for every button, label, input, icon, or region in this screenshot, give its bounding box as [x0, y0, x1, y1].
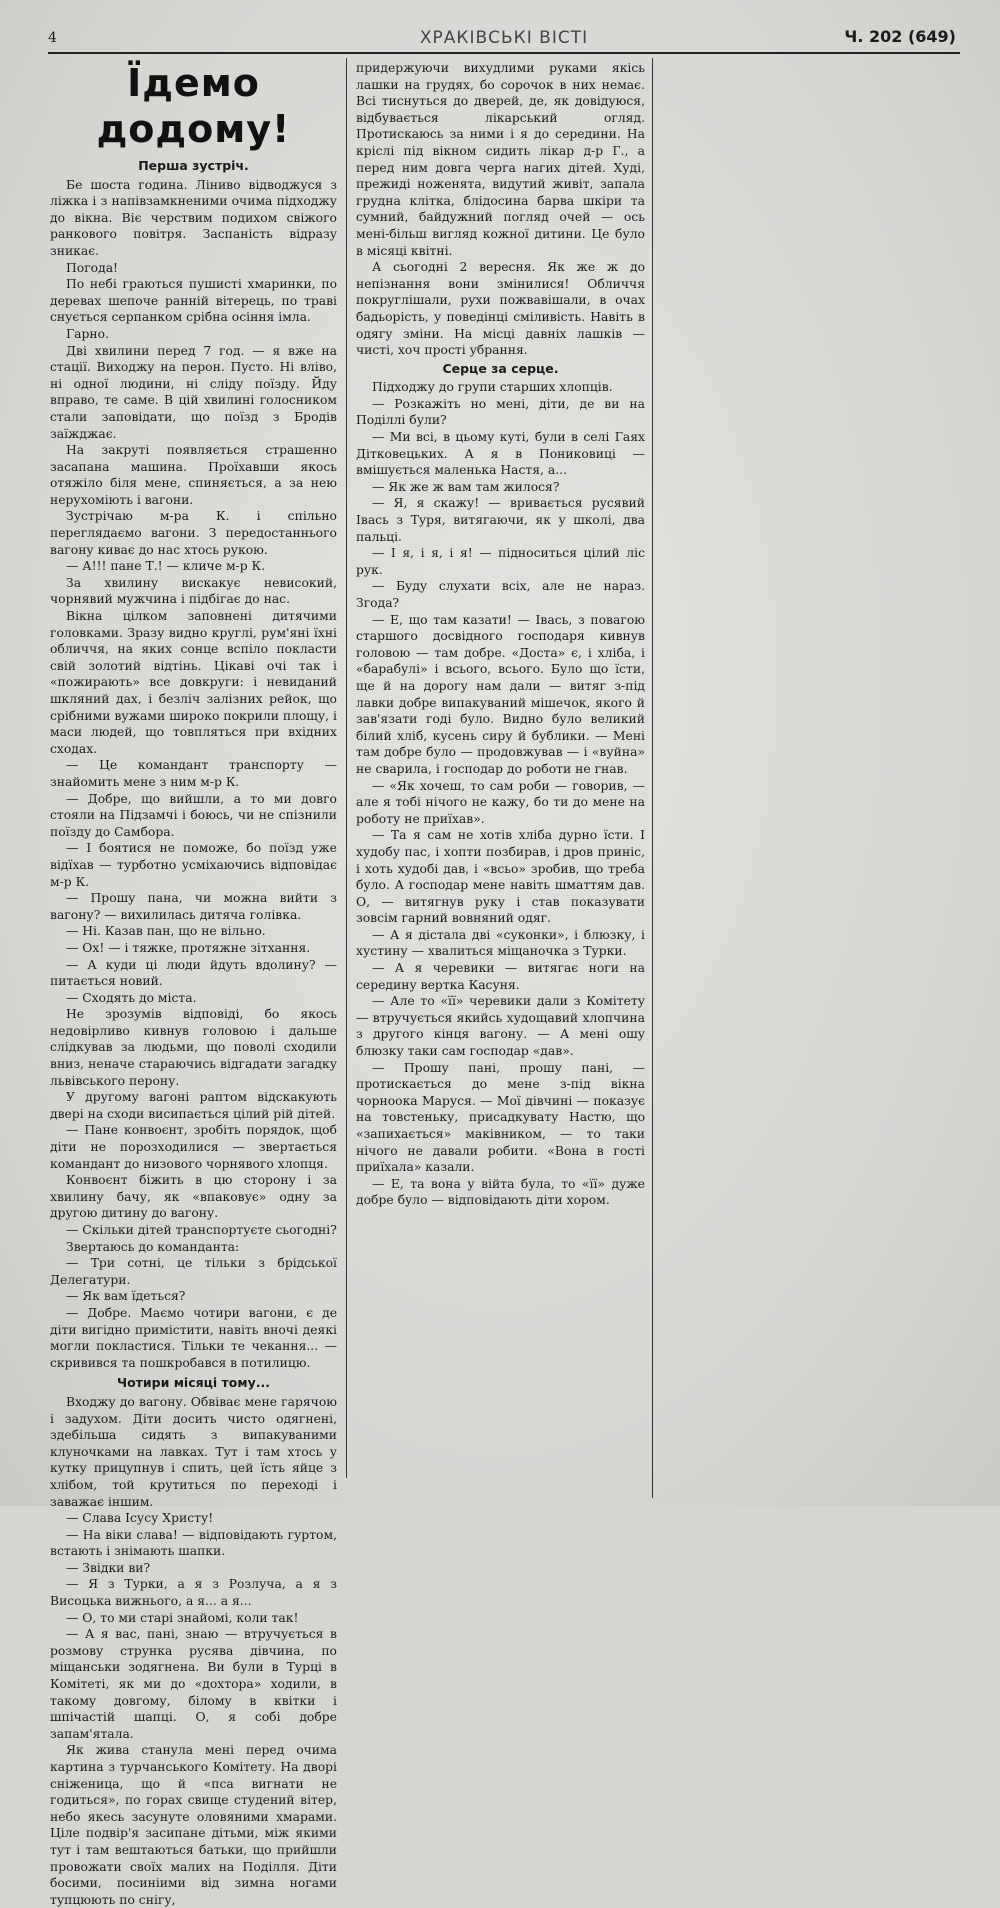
paragraph: — «Як хочеш, то сам роби — говорив, — але я тобі нічого не кажу, бо ти до мене на роботу не приїхав».: [356, 778, 645, 826]
paragraph: Конвоєнт біжить в цю сторону і за хвилину бачу, як «впаковує» одну за другою дитину до вагону.: [50, 1173, 337, 1221]
paragraph: — Як вам їдеться?: [66, 1289, 186, 1304]
paragraph: Підходжу до групи старших хлопців.: [372, 380, 613, 395]
paragraph: — На віки слава! — відповідають гуртом, встають і знімають шапки.: [50, 1527, 337, 1559]
paragraph: — Розкажіть но мені, діти, де ви на Поділлі були?: [356, 396, 645, 428]
issue-number: Ч. 202 (649): [844, 27, 956, 46]
paragraph: — Звідки ви?: [66, 1560, 151, 1575]
paragraph: — Я, я скажу! — вривається русявий Івась з Туря, витягаючи, як у школі, два пальці.: [356, 496, 645, 544]
paragraph: — А я вас, пані, знаю — втручується в розмову струнка русява дівчина, по міщанськи зодягнена. Ви були в Турці в Комітеті, як ми до «дохтора» ходили, в такому довгому, білому в квітки і шпічастій шапці. О, я собі добре запам'ятала.: [50, 1627, 337, 1741]
newspaper-header: [48, 22, 960, 54]
corner-mark: 4: [48, 30, 57, 46]
paragraph: придержуючи вихудлими руками якісь лашки на грудях, бо сорочок в них немає. Всі тиснуться до дверей, де, як довідуюся, відбувається лікарський огляд. Протискаюсь за ними і я до середини. На кріслі під вікном сидить лікар д-р Г., а перед ним довга черга нагих дітей. Худі, прежиді ноженята, видутий живіт, запала грудна клітка, блідосина барва шкіри та сумний, байдужний погляд очей — ось мені-більш вигляд кожної дитини. Це було в місяці квітні.: [356, 61, 645, 258]
column-divider: [652, 58, 653, 1498]
paragraph: — Як же ж вам там жилося?: [372, 479, 560, 494]
paragraph: За хвилину вискакує невисокий, чорнявий мужчина і підбігає до нас.: [50, 575, 337, 607]
paragraph: — Е, що там казати! — Івась, з повагою старшого досвідного господаря кивнув головою — там добре. «Доста» є, і хліба, і «барабулі» і всього, всього. Було що їсти, ще й на дорогу нам дали — витяг з-під лавки добре випакуваний мішечок, якого й зав'язати годі було. Видно було великий білий хліб, кусень сиру й бублики. — Мені там добре було — продовжував — і «вуйна» не сварила, і господар до роботи не гнав.: [356, 612, 645, 776]
paragraph: — Добре. Маємо чотири вагони, є де діти вигідно примістити, навіть вночі деякі могли покластися. Тільки те чекання... — скривився та пошкробався в потилицю.: [50, 1305, 337, 1370]
paragraph: — Пане конвоєнт, зробіть порядок, щоб діти не порозходилися — звертається командант до низового чорнявого хлопця.: [50, 1123, 337, 1171]
paragraph: Вікна цілком заповнені дитячими головками. Зразу видно круглі, рум'яні їхні обличчя, на яких сонце вспіло покласти свій золотий відтінь. Цікаві очі так і «пожирають» все довкруги: і невиданий шкляний дах, і безліч залізних рейок, що срібними вужами широко покрили площу, і маси людей, що товпляться при вхідних сходах.: [50, 609, 337, 756]
paragraph: Погода!: [66, 260, 119, 275]
column-2: [356, 60, 645, 1209]
paragraph: Звертаюсь до команданта:: [66, 1239, 240, 1254]
paragraph: Гарно.: [66, 326, 110, 341]
paragraph: — Ох! — і тяжке, протяжне зітхання.: [66, 940, 311, 955]
paragraph: Зустрічаю м-ра К. і спільно переглядаємо вагони. З передостаннього вагону киває до нас хтось рукою.: [50, 509, 337, 557]
section-heading: Серце за серце.: [442, 360, 559, 376]
paragraph: Бе шоста година. Ліниво відводжуся з ліжка і з напівзамкненими очима підходжу до вікна. Віє черствим подихом свіжого ранкового повітря. Заспаність відразу зникає.: [50, 177, 337, 258]
paragraph: Не зрозумів відповіді, бо якось недовірливо кивнув головою і дальше слідкував за людьми, що поволі сходили вниз, неначе стараючись відгадати загадку львівського перону.: [50, 1007, 337, 1088]
paragraph: — Я з Турки, а я з Розлуча, а я з Висоцька вижнього, а я... а я...: [50, 1577, 337, 1609]
paragraph: — Е, та вона у війта була, то «її» дуже добре було — відповідають діти хором.: [356, 1176, 645, 1208]
paragraph: На закруті появляється страшенно засапана машина. Проїхавши якось отяжіло біля мене, спиняється, а за нею нерухоміють і вагони.: [50, 443, 337, 507]
paragraph: — Буду слухати всіх, але не нараз. Згода?: [356, 579, 645, 610]
paragraph: — Скільки дітей транспортуєте сьогодні?: [66, 1223, 337, 1237]
paragraph: — Добре, що вийшли, а то ми довго стояли на Підзамчі і боюсь, чи не спізнили поїзду до Самбора.: [50, 791, 337, 839]
section-body: [50, 177, 337, 1372]
article-title: Їдемо додому!: [96, 61, 291, 151]
section-body: [50, 1394, 337, 1908]
paragraph: — Це командант транспорту — знайомить мене з ним м-р К.: [50, 758, 337, 789]
paragraph: — Прошу пана, чи можна вийти з вагону? — вихилилась дитяча голівка.: [50, 891, 337, 922]
paragraph: Входжу до вагону. Обвіває мене гарячою і задухом. Діти досить чисто одягнені, здебільша сидять з випакуваними клуночками на лавках. Тут і там хтось у кутку прицупнув і спить, цей їсть яйце з хлібом, той крутиться по переході і заважає іншим.: [50, 1394, 337, 1509]
paragraph: — Ми всі, в цьому куті, були в селі Гаях Діткoвецьких. А я в Поникoвиці — вмішується маленька Настя, а...: [356, 430, 645, 478]
paragraph: — Три сотні, це тільки з брідської Делегатури.: [50, 1256, 337, 1287]
column-body: [356, 60, 645, 359]
paragraph: — І боятися не поможе, бо поїзд уже відїхав — турботно усміхаючись відповідає м-р К.: [50, 841, 337, 889]
paragraph: — Але то «її» черевики дали з Комітету — втручується якийсь худощавий хлопчина з другого кінця вагону. — А мені ошу блюзку таки сам господар «дав».: [356, 994, 645, 1059]
paragraph: — Прошу пані, прошу пані, — протискається до мене з-під вікна чорноока Маруся. — Мої дівчині — показує на товстеньку, присадкувату Настю, що «запихається» маківником, — то таки нічого не давали робити. «Вона в гості приїхала» казали.: [356, 1060, 645, 1175]
paragraph: — Ні. Казав пан, що не вільно.: [66, 924, 266, 939]
paragraph: — І я, і я, і я! — підноситься цілий ліс рук.: [356, 546, 645, 577]
paragraph: — Сходять до міста.: [66, 990, 197, 1005]
masthead: ХРАКІВСЬКІ ВІСТІ: [419, 28, 589, 48]
paragraph: — О, то ми старі знайомі, коли так!: [66, 1610, 299, 1625]
paragraph: — Слава Ісусу Христу!: [66, 1511, 214, 1526]
paragraph: — А!!! пане Т.! — кличе м-р К.: [66, 559, 266, 574]
paragraph: По небі граються пушисті хмаринки, по деревах шепоче ранній вітерець, по траві снується серпанком срібна осіння імла.: [50, 277, 337, 325]
section-heading: Чотири місяці тому...: [116, 1375, 271, 1391]
paragraph: — А я черевики — витягає ноги на середину вертка Касуня.: [356, 961, 645, 992]
column-body: [356, 379, 645, 1209]
paragraph: — А куди ці люди йдуть вдолину? — питається новий.: [50, 957, 337, 989]
section-heading: Перша зустріч.: [138, 158, 249, 173]
paragraph: А сьогодні 2 вересня. Як же ж до непізнання вони змінилися! Обличчя покруглішали, рухи пожвавішали, в очах бадьорість, у поведінці сміливість. Навіть в одягу зміни. На місці давніх лашків — чисті, хоч прості убрання.: [356, 260, 645, 358]
column-divider: [346, 58, 347, 1478]
paragraph: — Та я сам не хотів хліба дурно їсти. І худобу пас, і хопти позбирав, і дров приніс, і хоть худобі дав, і «всьо» зробив, що треба було. А господар мене навіть шматтям дав. О, — витягнув руку і став показувати зовсім гарний вовняний одяг.: [356, 828, 645, 926]
column-1: [50, 56, 337, 1908]
paragraph: — А я дістала дві «суконки», і блюзку, і хустину — хвалиться міщаночка з Турки.: [356, 927, 645, 959]
paragraph: Дві хвилини перед 7 год. — я вже на стації. Виходжу на перон. Пусто. Ні вліво, ні одної людини, ні сліду поїзду. Йду вправо, те саме. В цій хвилині голосником стали заповідати, що поїзд з Бродів заїжджає.: [50, 343, 337, 441]
paragraph: У другому вагоні раптом відскакують двері на сходи висипається цілий рій дітей.: [50, 1090, 337, 1121]
paragraph: Як жива станула мені перед очима картина з турчанського Комітету. На дворі сніженица, що й «пса вигнати не годиться», по горах свище студений вітер, небо якесь засунуте оловяними хмарами. Ціле подвір'я засипане дітьми, між якими тут і там вештаються батьки, що прийшли провожати своїх малих на Поділля. Діти босими, посиніими від зимна ногами тупцюють по снігу,: [50, 1743, 337, 1907]
